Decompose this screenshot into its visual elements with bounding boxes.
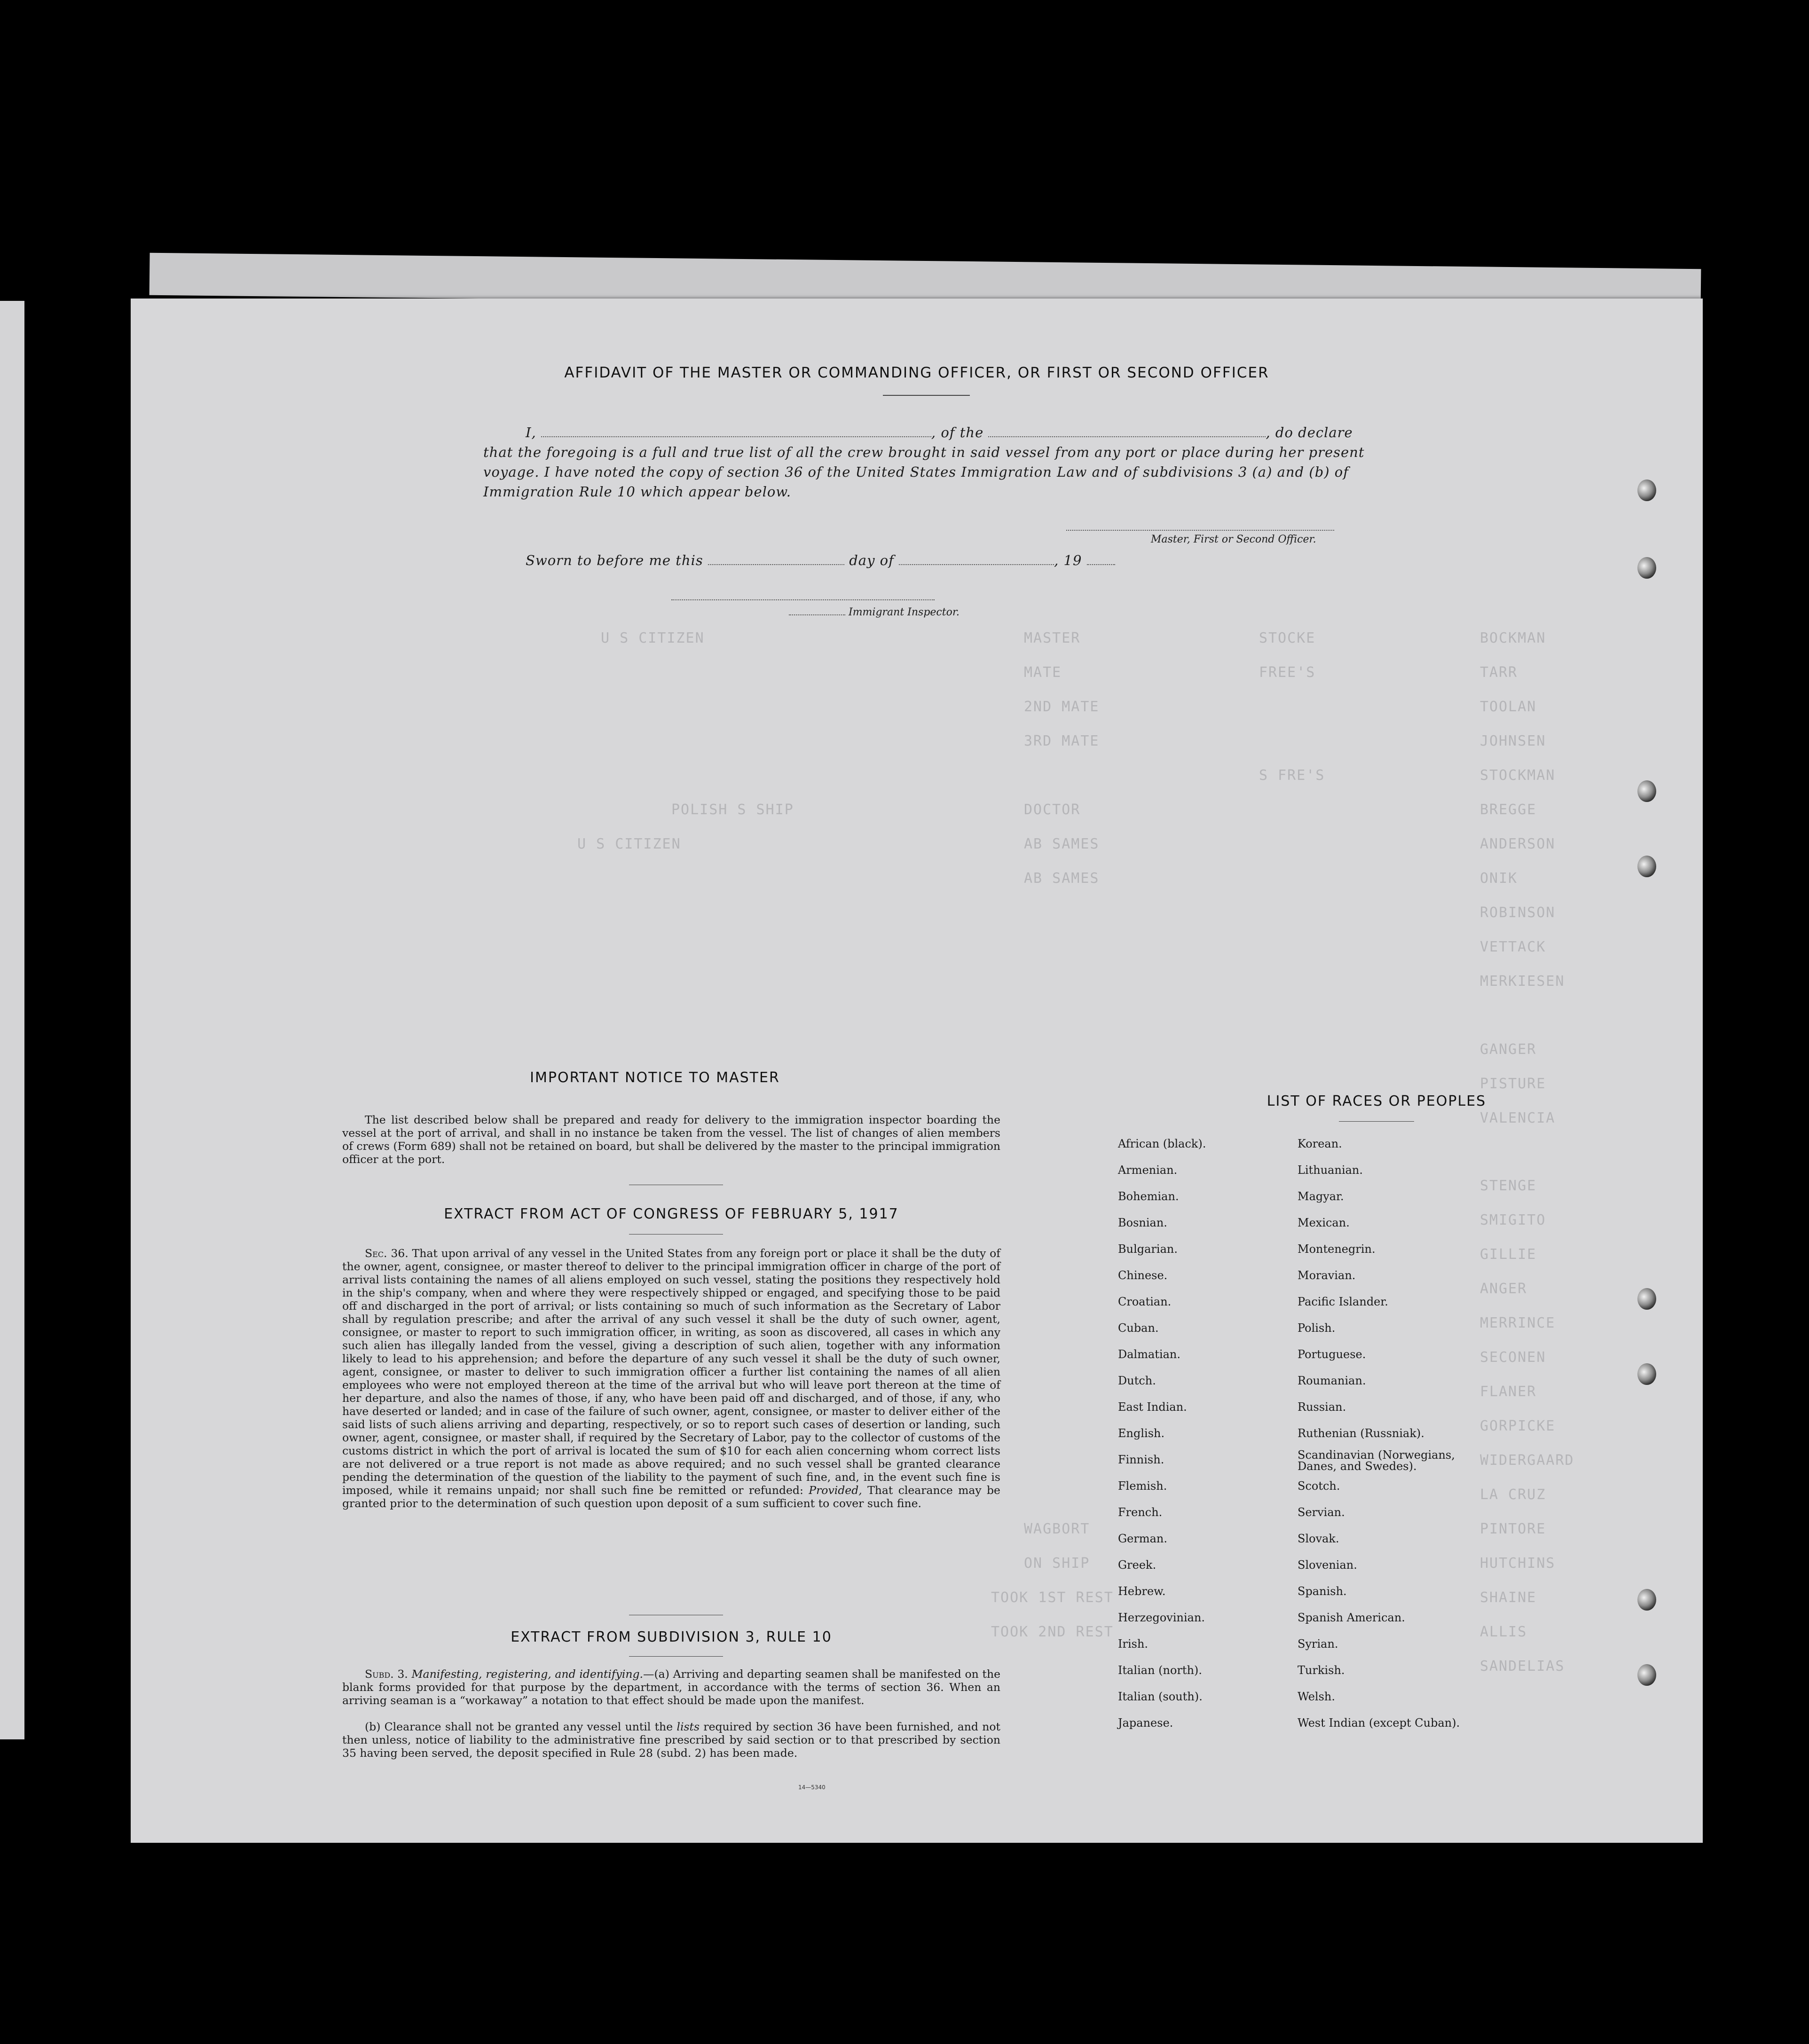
- race-item: Dutch.: [1118, 1374, 1156, 1387]
- year-label: , 19: [1054, 552, 1082, 568]
- declaration-line-2: that the foregoing is a full and true list of all the crew brought in said vessel from any port or place during her present: [483, 444, 1365, 460]
- race-item: Chinese.: [1118, 1269, 1168, 1282]
- binder-hole: [1637, 780, 1656, 802]
- extract-rule-para-b: [342, 1720, 1000, 1760]
- sworn-day-field[interactable]: [708, 564, 844, 565]
- para-b-end: required by section 36 have been furnished, and not then unless, notice of liability to the administrative fine prescribed by said section or to that prescribed by section 35 having been served, the deposit specified in Rule 28 (subd. 2) has been made.: [342, 1720, 1000, 1760]
- notice-body: The list described below shall be prepared and ready for delivery to the immigration inspector boarding the vessel at the port of arrival, and shall in no instance be taken from the vessel. The list of changes of alien members of crews (Form 689) shall not be retained on board, but shall be delivered by the master to the principal immigration officer at the port.: [342, 1113, 1000, 1166]
- race-item: Armenian.: [1118, 1164, 1178, 1177]
- race-item: German.: [1118, 1532, 1167, 1545]
- sworn-line: [526, 552, 1115, 568]
- sworn-year-field[interactable]: [1087, 564, 1115, 565]
- race-item: Slovenian.: [1298, 1558, 1357, 1572]
- affidavit-title: AFFIDAVIT OF THE MASTER OR COMMANDING OFFICER, OR FIRST OR SECOND OFFICER: [564, 364, 1269, 381]
- subdivision-label: Subd. 3.: [365, 1667, 408, 1681]
- para-b-start: (b) Clearance shall not be granted any vessel until the: [365, 1720, 673, 1733]
- race-item: Bohemian.: [1118, 1190, 1179, 1203]
- race-item: Spanish American.: [1298, 1611, 1405, 1624]
- race-item: Spanish.: [1298, 1585, 1347, 1598]
- race-item: Magyar.: [1298, 1190, 1344, 1203]
- race-item: Montenegrin.: [1298, 1242, 1376, 1256]
- declaration-line-4: Immigration Rule 10 which appear below.: [483, 484, 791, 500]
- race-item: Korean.: [1298, 1137, 1342, 1150]
- race-item: Ruthenian (Russniak).: [1298, 1427, 1424, 1440]
- binder-hole: [1637, 557, 1656, 579]
- declaration-line-1: [526, 425, 1353, 440]
- race-item: Cuban.: [1118, 1321, 1159, 1335]
- subdivision-a-text: —(a) Arriving and departing seamen shall be manifested on the blank forms provided for that purpose by the department, in accordance with the terms of section 36. When an arriving seaman is a “workaway” a notation to that effect should be made upon the manifest.: [342, 1667, 1000, 1707]
- race-item: Italian (north).: [1118, 1664, 1203, 1677]
- race-item: African (black).: [1118, 1137, 1206, 1150]
- race-item: Herzegovinian.: [1118, 1611, 1205, 1624]
- race-item: East Indian.: [1118, 1400, 1187, 1414]
- binder-hole: [1637, 1288, 1656, 1310]
- extract-act-title: EXTRACT FROM ACT OF CONGRESS OF FEBRUARY 5, 1917: [444, 1206, 899, 1222]
- race-item: Lithuanian.: [1298, 1164, 1363, 1177]
- binder-hole: [1637, 856, 1656, 877]
- race-item: French.: [1118, 1506, 1163, 1519]
- subdivision-title: Manifesting, registering, and identifying.: [411, 1667, 644, 1681]
- race-item: English.: [1118, 1427, 1165, 1440]
- affidavit-title-rule: [883, 395, 970, 396]
- master-signature-label: Master, First or Second Officer.: [1151, 534, 1316, 545]
- extract-rule-title: EXTRACT FROM SUBDIVISION 3, RULE 10: [511, 1629, 832, 1645]
- race-item: Syrian.: [1298, 1637, 1338, 1651]
- race-item: Scandinavian (Norwegians, Danes, and Swedes).: [1298, 1448, 1455, 1473]
- race-item: Servian.: [1298, 1506, 1345, 1519]
- extract-rule-para-a: [342, 1667, 1000, 1707]
- race-item: Welsh.: [1298, 1690, 1335, 1703]
- day-of-label: day of: [849, 552, 894, 568]
- races-title: LIST OF RACES OR PEOPLES: [1266, 1093, 1487, 1109]
- binder-hole: [1637, 1363, 1656, 1385]
- vessel-label: , of the: [931, 425, 984, 440]
- provided-label: Provided,: [809, 1484, 862, 1497]
- race-item: Finnish.: [1118, 1453, 1164, 1466]
- manifest-page: BOCKMAN TARR TOOLAN JOHNSEN STOCKMAN BREGGE ANDERSON ONIK ROBINSON VETTACK MERKIESEN GANGER PISTURE VALENCIA STENGE SMIGITO GILLIE ANGER MERRINCE SECONEN FLANER GORPICKE WIDERGAARD LA CRUZ PINTORE HUTCHINS SHAINE ALLIS SANDELIAS STOCKE FREE'S S FRE'S MASTER MATE 2ND MATE 3RD MATE DOCTOR AB SAMES AB SAMES U S CITIZEN U S CITIZEN POLISH S SHIP WAGBORT ON SHIP TOOK 1ST REST TOOK 2ND REST AFFIDAVIT OF THE MASTER OR COMMANDING OFFICER, OR FIRST OR SECOND OFFICER I, , of the , do declare that the foregoing is a full and true list of all the crew brought in said vessel from any port or place during her present voyage. I have noted the copy of section 36 of the United States Immigration Law and of subdivisions 3 (a) and (b) of Immigration Rule 10 which appear below. Master, First or Second Officer. Sworn to before me this day of , 19 Immigrant Inspector. IMPORTANT NOTICE TO MASTER The list described below shall be prepared and ready for delivery to the immigration inspector boarding the vessel at the port of arrival, and shall in no instance be taken from the vessel. The list of changes of alien members of crews (Form 689) shall not be retained on board, but shall be delivered by the master to the principal immigration officer at the port. EXTRACT FROM ACT OF CONGRESS OF FEBRUARY 5, 1917 Sec. 36. That upon arrival of any vessel in the United States from any foreign port or place it shall be the duty of the owner, agent, consignee, or master thereof to deliver to the principal immigration officer in charge of the port of arrival lists containing the names of all aliens employed on such vessel, stating the positions they respectively hold in the ship's company, when and where they were respectively shipped or engaged, and specifying those to be paid off and discharged in the port of arrival; or lists containing so much of such information as the Secretary of Labor shall by regulation prescribe; and after the arrival of any such vessel it shall be the duty of such owner, agent, consignee, or master to report to such immigration officer, in writing, as soon as discovered, all cases in which any such alien has illegally landed from the vessel, giving a description of such alien, together with any information likely to lead to his apprehension; and before the departure of any such vessel it shall be the duty of such owner, agent, consignee, or master to deliver to such immigration officer a further list containing the names of all alien employees who were not employed thereon at the time of the arrival but who will leave port thereon at the time of her departure, and also the names of those, if any, who have been paid off and discharged, and of those, if any, who have deserted or landed; and in case of the failure of such owner, agent, consignee, or master to deliver either of the said lists of such aliens arriving and departing, respectively, or so to report such cases of desertion or landing, such owner, agent, consignee, or master shall, if required by the Secretary of Labor, pay to the collector of customs of the customs district in which the port of arrival is located the sum of $10 for each alien concerning whom correct lists are not delivered or a true report is not made as above required; and no such vessel shall be granted clearance pending the determination of the question of the liability to the payment of such fine, and, in the event such fine is imposed, while it remains unpaid; nor shall such fine be remitted or refunded: Provided, That clearance may be granted prior to the determination of such question upon deposit of a sum sufficient to cover such fine. EXTRACT FROM SUBDIVISION 3, RULE 10 Subd. 3. Manifesting, registering, and identifying.—(a) Arriving and departing seamen shall be manifested on the blank forms provided for that purpose by the department, in accordance with the terms of section 36. When an arriving seaman is a “workaway” a notation to that effect should be made upon the manifest. (b) Clearance shall not be granted any vessel until the lists required by section 36 have been furnished, and not then unless, notice of liability to the administrative fine prescribed by said section or to that prescribed by section 35 having been served, the deposit specified in Rule 28 (subd. 2) has been made. 14—5340 LIST OF RACES OR PEOPLES African (black). Armenian. Bohemian. Bosnian. Bulgarian. Chinese. Croatian. Cuban. Dalmatian. Dutch. East Indian. English. Finnish. Flemish. French. German. Greek. Hebrew. Herzegovinian. Irish. Italian (north). Italian (south). Japanese. Korean. Lithuanian. Magyar. Mexican. Montenegrin. Moravian. Pacific Islander. Polish. Portuguese. Roumanian. Russian. Ruthenian (Russniak). Scandinavian (Norwegians, Danes, and Swedes). Scotch. Servian. Slovak. Slovenian. Spanish. Spanish American. Syrian. Turkish. Welsh. West Indian (except Cuban).: [131, 299, 1703, 1843]
- race-item: Bosnian.: [1118, 1216, 1167, 1229]
- race-item: Turkish.: [1298, 1664, 1345, 1677]
- declare-label: , do declare: [1266, 425, 1353, 440]
- section-36-text: That upon arrival of any vessel in the United States from any foreign port or place it shall be the duty of the owner, agent, consignee, or master thereof to deliver to the principal immigration officer in charge of the port of arrival lists containing the names of all aliens employed on such vessel, stating the positions they respectively hold in the ship's company, when and where they were respectively shipped or engaged, and specifying those to be paid off and discharged in the port of arrival; or lists containing so much of such information as the Secretary of Labor shall by regulation prescribe; and after the arrival of any such vessel it shall be the duty of such owner, agent, consignee, or master to report to such immigration officer, in writing, as soon as discovered, all cases in which any such alien has illegally landed from the vessel, giving a description of such alien, together with any information likely to lead to his apprehension; and before the departure of any such vessel it shall be the duty of such owner, agent, consignee, or master to deliver to such immigration officer a further list containing the names of all alien employees who were not employed thereon at the time of the arrival but who will leave port thereon at the time of her departure, and also the names of those, if any, who have been paid off and discharged, and of those, if any, who have deserted or landed; and in case of the failure of such owner, agent, consignee, or master to deliver either of the said lists of such aliens arriving and departing, respectively, or so to report such cases of desertion or landing, such owner, agent, consignee, or master shall, if required by the Secretary of Labor, pay to the collector of customs of the customs district in which the port of arrival is located the sum of $10 for each alien concerning whom correct lists are not delivered or a true report is not made as above required; and no such vessel shall be granted clearance pending the determination of the question of the liability to the payment of such fine, and, in the event such fine is imposed, while it remains unpaid; nor shall such fine be remitted or refunded:: [342, 1247, 1000, 1497]
- race-item: Croatian.: [1118, 1295, 1172, 1308]
- section-label: Sec. 36.: [365, 1247, 409, 1260]
- race-item: Hebrew.: [1118, 1585, 1166, 1598]
- sworn-month-field[interactable]: [899, 564, 1054, 565]
- form-number: 14—5340: [798, 1784, 826, 1791]
- binder-hole: [1637, 1589, 1656, 1611]
- adjacent-page-strip: [0, 301, 24, 1739]
- race-item: Moravian.: [1298, 1269, 1356, 1282]
- notice-title: IMPORTANT NOTICE TO MASTER: [530, 1069, 780, 1086]
- race-item: Italian (south).: [1118, 1690, 1203, 1703]
- race-item: Bulgarian.: [1118, 1242, 1178, 1256]
- sworn-label: Sworn to before me this: [526, 552, 703, 568]
- race-item: Mexican.: [1298, 1216, 1350, 1229]
- inspector-label: Immigrant Inspector.: [849, 606, 960, 618]
- race-item: Scotch.: [1298, 1479, 1340, 1493]
- inspector-signature-label: [789, 606, 960, 618]
- declarant-name-field[interactable]: [541, 436, 931, 437]
- vessel-name-field[interactable]: [988, 436, 1266, 437]
- binder-hole: [1637, 480, 1656, 501]
- inspector-signature-line[interactable]: [671, 599, 935, 600]
- provided-text: That clearance may be granted prior to the determination of such question upon deposit of a sum sufficient to cover such fine.: [342, 1484, 1000, 1510]
- race-item: West Indian (except Cuban).: [1298, 1716, 1460, 1730]
- para-b-lists: lists: [676, 1720, 700, 1733]
- races-title-rule: [1339, 1121, 1414, 1122]
- race-item: Flemish.: [1118, 1479, 1167, 1493]
- extract-rule-rule: [629, 1656, 723, 1657]
- race-item: Slovak.: [1298, 1532, 1339, 1545]
- race-item: Pacific Islander.: [1298, 1295, 1388, 1308]
- inspector-dots: [789, 614, 845, 615]
- race-item: Irish.: [1118, 1637, 1148, 1651]
- race-item: Japanese.: [1118, 1716, 1173, 1730]
- race-item: Polish.: [1298, 1321, 1336, 1335]
- race-item: Roumanian.: [1298, 1374, 1366, 1387]
- race-item: Portuguese.: [1298, 1348, 1366, 1361]
- binder-hole: [1637, 1664, 1656, 1686]
- declarant-label: I,: [526, 425, 536, 440]
- declaration-line-3: voyage. I have noted the copy of section 36 of the United States Immigration Law and of subdivisions 3 (a) and (b) of: [483, 464, 1349, 480]
- master-signature-line[interactable]: [1066, 530, 1334, 531]
- race-item: Dalmatian.: [1118, 1348, 1181, 1361]
- race-item: Russian.: [1298, 1400, 1346, 1414]
- extract-act-body: [342, 1247, 1000, 1510]
- race-item: Greek.: [1118, 1558, 1156, 1572]
